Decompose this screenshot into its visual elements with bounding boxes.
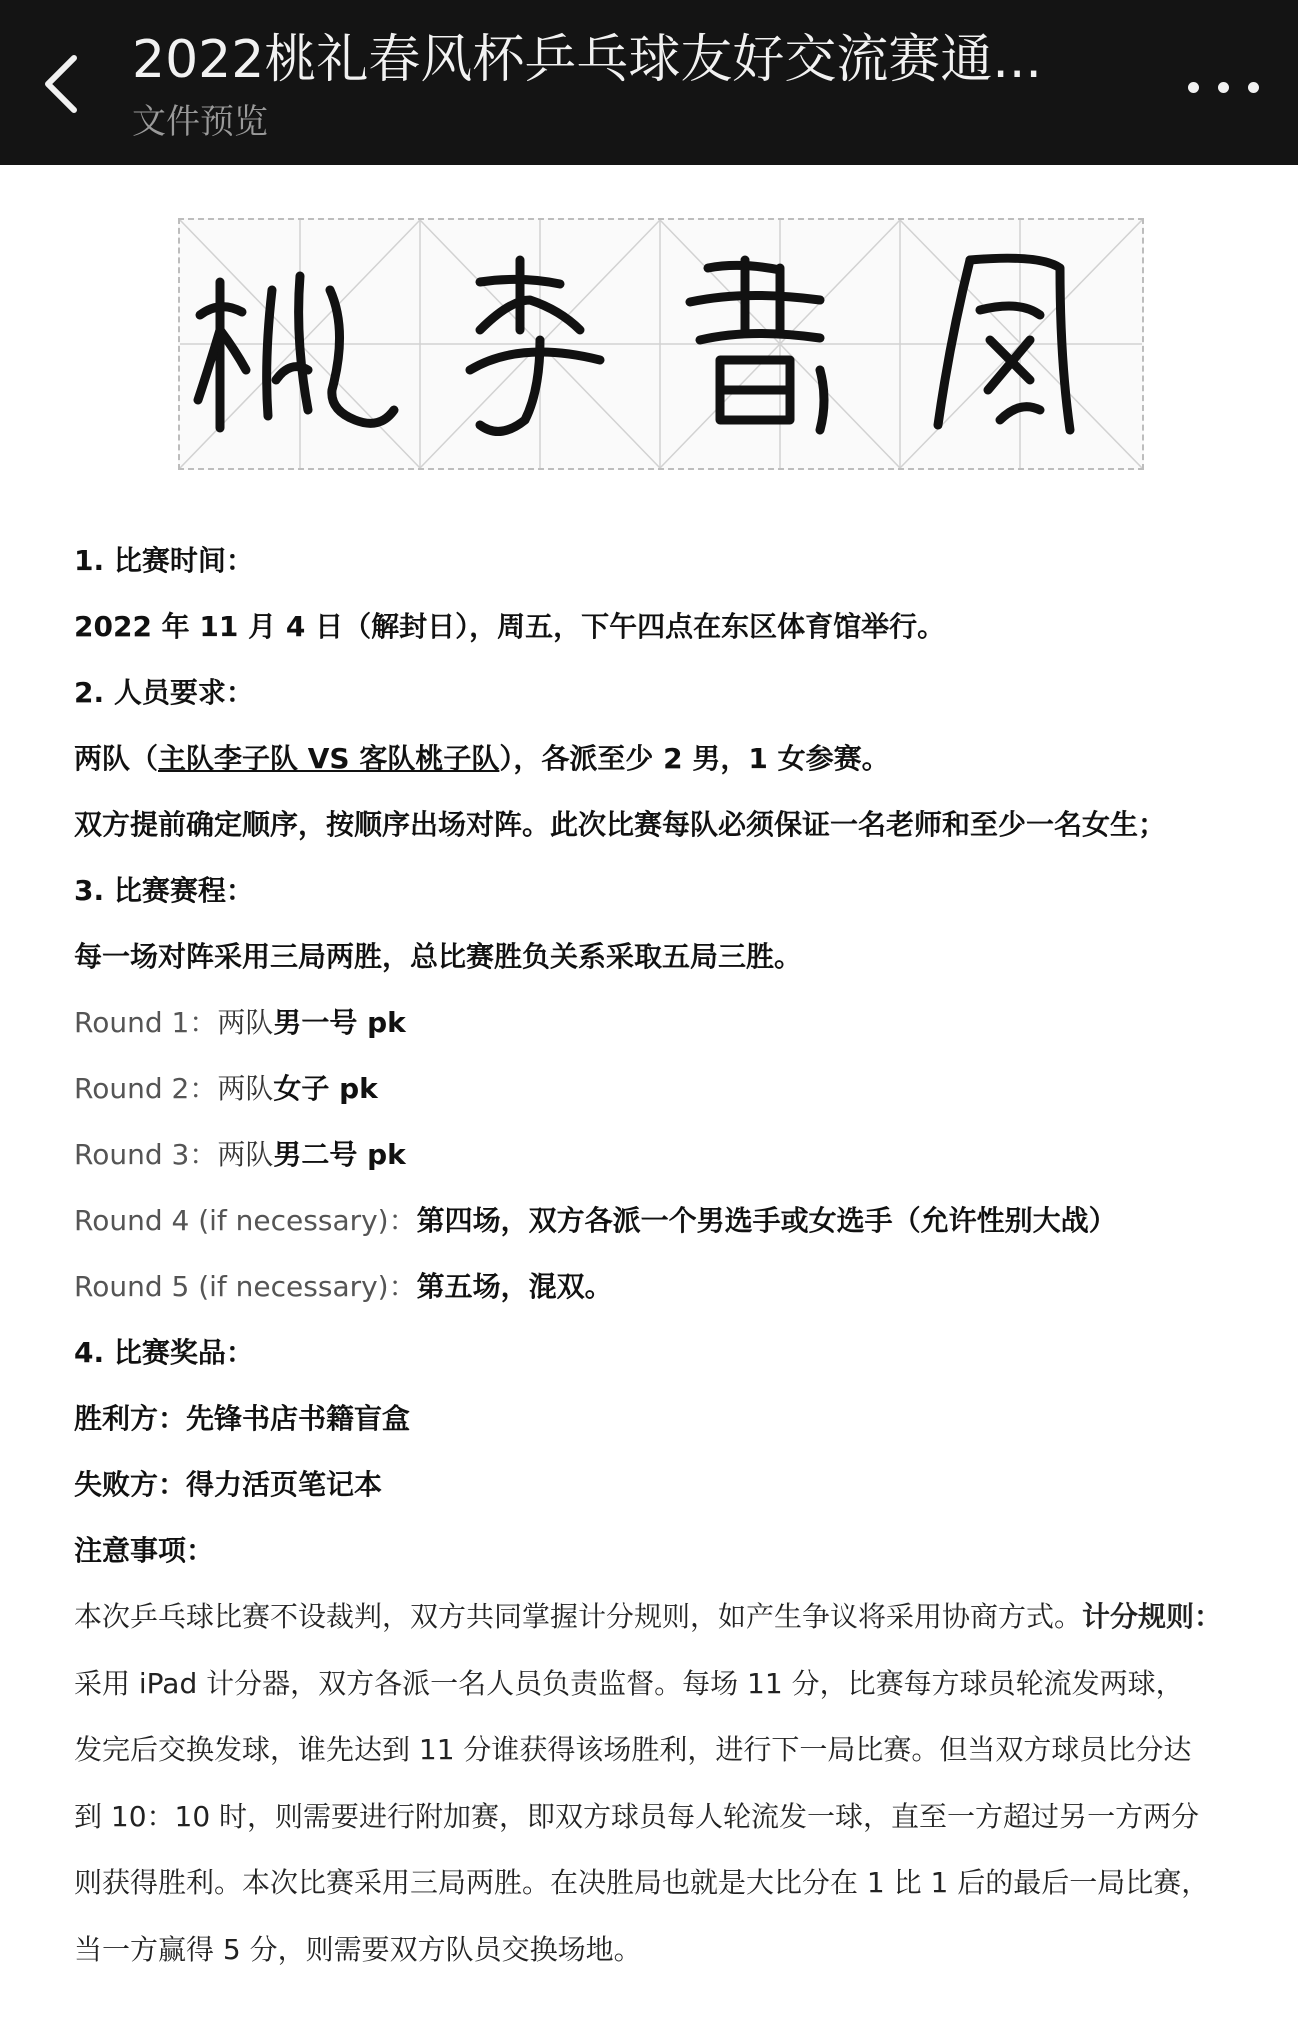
more-options-button[interactable] [1180,60,1270,110]
section-heading-members: 2. 人员要求： [74,676,254,709]
winner-prize: 胜利方：先锋书店书籍盲盒 [74,1402,411,1435]
document-body [74,528,1254,1983]
chevron-left-icon [42,54,82,114]
round-item [74,1056,1254,1122]
round-prefix: 两队 [217,1006,274,1039]
section-heading-prizes: 4. 比赛奖品： [74,1336,254,1369]
members-text [74,726,1254,792]
loser-prize: 失败方：得力活页笔记本 [74,1468,383,1501]
round-text: 男二号 pk [273,1138,406,1171]
top-bar [0,0,1298,165]
notes-line [74,1584,1254,1651]
more-dot-icon [1248,82,1259,93]
section-heading-time: 1. 比赛时间： [74,544,254,577]
members-text-a: 两队（ [74,742,159,775]
notes-line: 发完后交换发球，谁先达到 11 分谁获得该场胜利，进行下一局比赛。但当双方球员比分达 [74,1733,1192,1766]
calligraphy-image [180,220,1142,468]
page-title: 2022桃礼春风杯乒乓球友好交流赛通... [132,30,1042,90]
section-heading-schedule: 3. 比赛赛程： [74,874,254,907]
notes-heading: 注意事项： [74,1534,215,1567]
round-label: Round 4 (if necessary)： [74,1204,417,1237]
notes-line: 则获得胜利。本次比赛采用三局两胜。在决胜局也就是大比分在 1 比 1 后的最后一局比赛， [74,1866,1210,1899]
time-text: 2022 年 11 月 4 日（解封日），周五，下午四点在东区体育馆举行。 [74,610,946,643]
round-text: 男一号 pk [273,1006,406,1039]
notes-line: 到 10：10 时，则需要进行附加赛，即双方球员每人轮流发一球，直至一方超过另一方两分 [74,1799,1200,1833]
round-text: 第五场，混双。 [416,1270,613,1303]
round-label: Round 1： [74,1006,218,1039]
round-text: 第四场，双方各派一个男选手或女选手（允许性别大战） [416,1204,1117,1237]
notes-line: 当一方赢得 5 分，则需要双方队员交换场地。 [74,1932,642,1966]
calligraphy-banner [178,218,1144,470]
notes-line: 采用 iPad 计分器，双方各派一名人员负责监督。每场 11 分，比赛每方球员轮流发两球， [74,1666,1184,1700]
notes-line-text: 本次乒乓球比赛不设裁判，双方共同掌握计分规则，如产生争议将采用协商方式。 [74,1600,1083,1633]
round-label: Round 2： [74,1072,218,1105]
round-label: Round 5 (if necessary)： [74,1270,417,1303]
scoring-rules-label: 计分规则： [1082,1600,1223,1633]
round-item [74,1122,1254,1188]
round-item [74,1254,1254,1320]
round-text: 女子 pk [273,1072,378,1105]
round-label: Round 3： [74,1138,218,1171]
more-dot-icon [1188,82,1199,93]
members-order-text: 双方提前确定顺序，按顺序出场对阵。此次比赛每队必须保证一名老师和至少一名女生； [74,808,1167,841]
round-prefix: 两队 [217,1072,274,1105]
round-prefix: 两队 [217,1138,274,1171]
members-text-b: ），各派至少 2 男，1 女参赛。 [499,742,890,775]
more-dot-icon [1218,82,1229,93]
round-item [74,1188,1254,1254]
back-button[interactable] [30,40,100,130]
teams-text: 主队李子队 VS 客队桃子队 [158,742,500,775]
page-subtitle: 文件预览 [132,102,268,142]
schedule-text: 每一场对阵采用三局两胜，总比赛胜负关系采取五局三胜。 [74,940,803,973]
round-item [74,990,1254,1056]
